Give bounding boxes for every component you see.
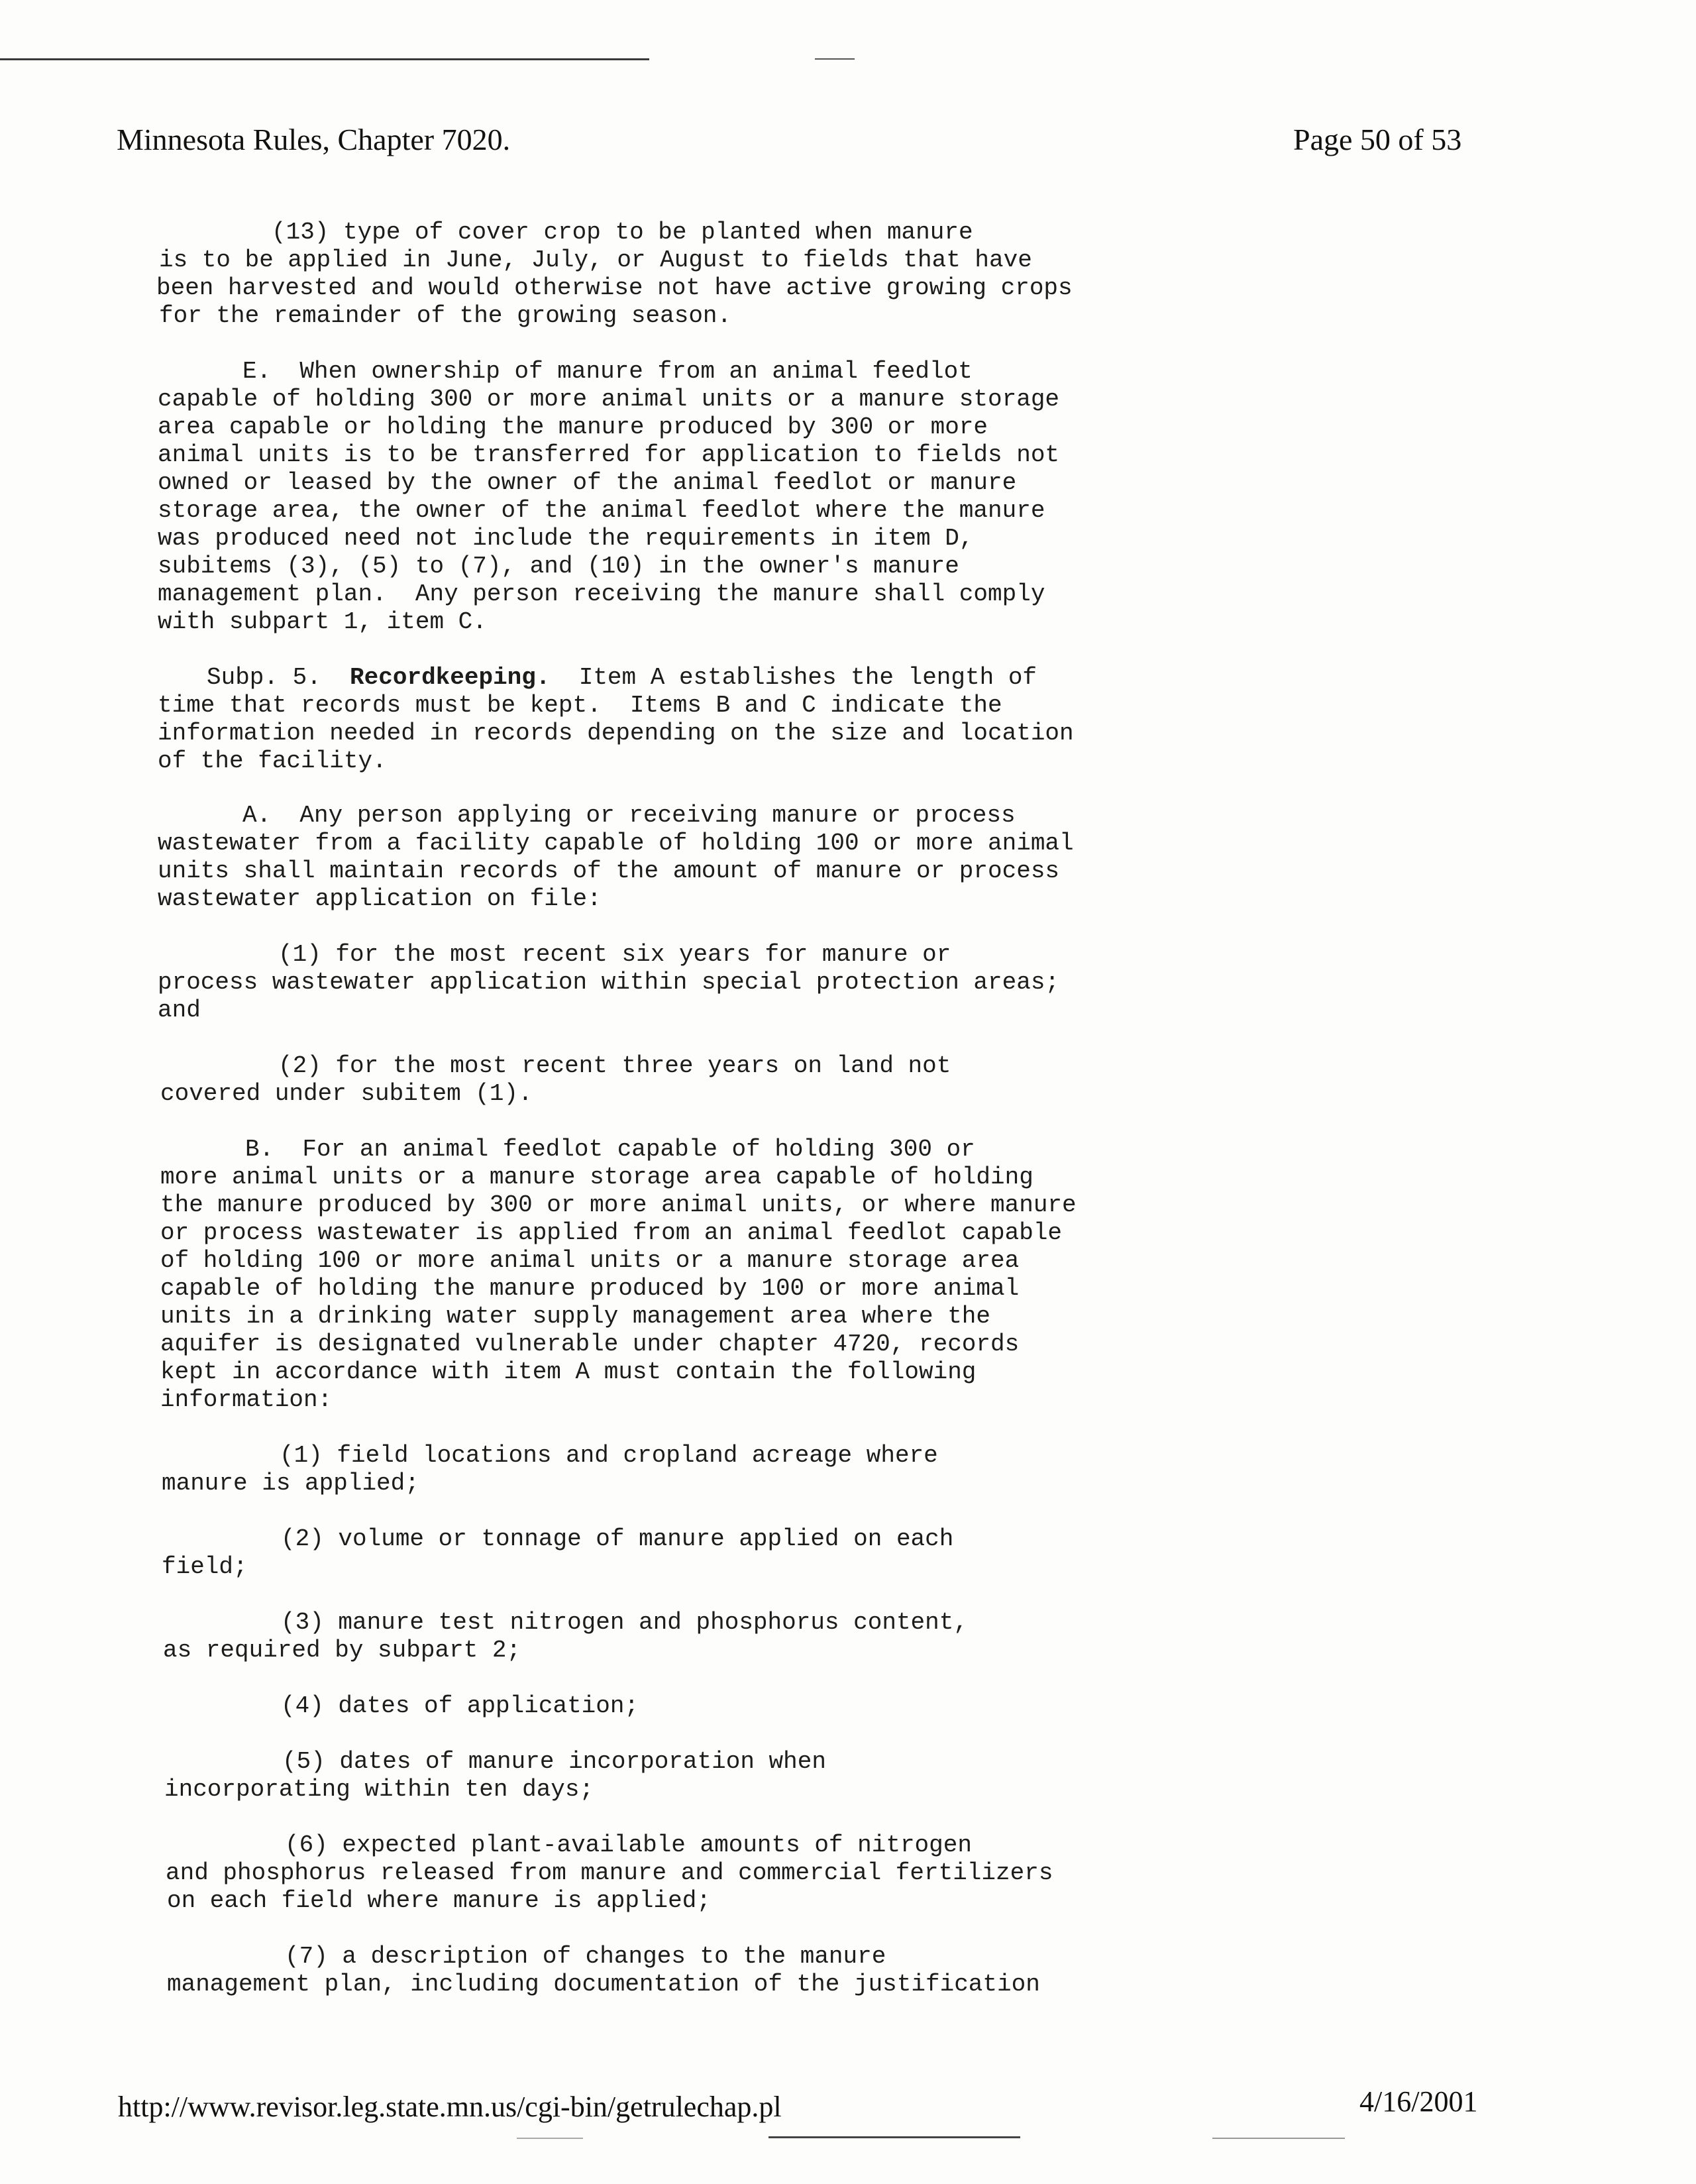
- text-line: incorporating within ten days;: [164, 1776, 594, 1803]
- scan-artifact-rule: [815, 58, 855, 60]
- text-line: (3) manure test nitrogen and phosphorus content,: [281, 1609, 968, 1636]
- text-line: units shall maintain records of the amount of manure or process: [158, 857, 1060, 885]
- page-number: Page 50 of 53: [1293, 123, 1462, 156]
- text-line: and phosphorus released from manure and commercial fertilizers: [166, 1859, 1053, 1886]
- text-line: management plan, including documentation of the justification: [167, 1971, 1040, 1998]
- text-line: subitems (3), (5) to (7), and (10) in the owner's manure: [158, 553, 959, 580]
- subpart-number: Subp. 5.: [207, 664, 321, 691]
- source-url: http://www.revisor.leg.state.mn.us/cgi-bin/getrulechap.pl: [118, 2091, 782, 2123]
- text-line: animal units is to be transferred for application to fields not: [158, 441, 1060, 468]
- text-line: storage area, the owner of the animal feedlot where the manure: [158, 497, 1045, 524]
- text-line: of the facility.: [158, 747, 387, 775]
- text-line: (2) for the most recent three years on land not: [278, 1052, 951, 1079]
- scan-artifact-rule: [517, 2138, 583, 2139]
- text-line: (6) expected plant-available amounts of nitrogen: [285, 1831, 972, 1859]
- text-line: time that records must be kept. Items B and C indicate the: [158, 692, 1002, 719]
- text-line: manure is applied;: [162, 1470, 419, 1497]
- text-line: units in a drinking water supply management area where the: [160, 1303, 991, 1330]
- text-line: for the remainder of the growing season.: [159, 302, 732, 329]
- text-line: with subpart 1, item C.: [158, 608, 487, 635]
- text-line: covered under subitem (1).: [160, 1080, 533, 1107]
- subpart-heading: Recordkeeping.: [350, 664, 551, 691]
- text-line: E. When ownership of manure from an animal feedlot: [242, 358, 973, 385]
- text-line: (5) dates of manure incorporation when: [282, 1748, 826, 1775]
- text-line: management plan. Any person receiving the manure shall comply: [158, 580, 1045, 608]
- scan-artifact-rule: [768, 2136, 1020, 2138]
- text-line: information:: [160, 1386, 333, 1413]
- text-line: (4) dates of application;: [281, 1692, 639, 1720]
- text-line: kept in accordance with item A must contain the following: [160, 1358, 977, 1386]
- text-line: capable of holding the manure produced by 100 or more animal: [160, 1275, 1020, 1302]
- document-title: Minnesota Rules, Chapter 7020.: [117, 123, 511, 156]
- text-line: field;: [162, 1553, 248, 1580]
- text-line: (1) field locations and cropland acreage where: [280, 1442, 938, 1469]
- text-line: and: [158, 997, 201, 1024]
- text-line: (13) type of cover crop to be planted when manure: [272, 219, 973, 246]
- text-line: owned or leased by the owner of the animal feedlot or manure: [158, 469, 1017, 496]
- text-line: information needed in records depending on the size and location: [158, 720, 1074, 747]
- text-line: is to be applied in June, July, or August to fields that have: [159, 246, 1032, 274]
- text-line: of holding 100 or more animal units or a manure storage area: [160, 1247, 1020, 1274]
- text-line: wastewater from a facility capable of holding 100 or more animal: [158, 830, 1074, 857]
- text-line: B. For an animal feedlot capable of holding 300 or: [245, 1136, 975, 1163]
- text-line: was produced need not include the requirements in item D,: [158, 525, 974, 552]
- text-line: as required by subpart 2;: [163, 1637, 521, 1664]
- text-line: (7) a description of changes to the manure: [285, 1943, 886, 1970]
- text-line: process wastewater application within special protection areas;: [158, 969, 1060, 996]
- text-line: (1) for the most recent six years for manure or: [278, 941, 951, 968]
- print-date: 4/16/2001: [1359, 2085, 1478, 2118]
- text-line: more animal units or a manure storage area capable of holding: [160, 1164, 1034, 1191]
- text-line: the manure produced by 300 or more animal units, or where manure: [160, 1191, 1077, 1219]
- text-line: or process wastewater is applied from an animal feedlot capable: [160, 1219, 1063, 1246]
- text-line: A. Any person applying or receiving manure or process: [242, 802, 1016, 829]
- text-line: aquifer is designated vulnerable under chapter 4720, records: [160, 1331, 1020, 1358]
- scan-artifact-rule: [0, 58, 649, 60]
- text-line: been harvested and would otherwise not have active growing crops: [156, 274, 1073, 301]
- text-fragment: Item A establishes the length of: [578, 664, 1037, 691]
- subpart-heading-line: [207, 664, 1037, 692]
- text-line: wastewater application on file:: [158, 885, 602, 912]
- text-line: capable of holding 300 or more animal units or a manure storage: [158, 386, 1060, 413]
- text-line: area capable or holding the manure produced by 300 or more: [158, 413, 988, 441]
- scan-artifact-rule: [1212, 2138, 1345, 2139]
- text-line: on each field where manure is applied;: [167, 1887, 711, 1914]
- text-line: (2) volume or tonnage of manure applied on each: [281, 1525, 954, 1553]
